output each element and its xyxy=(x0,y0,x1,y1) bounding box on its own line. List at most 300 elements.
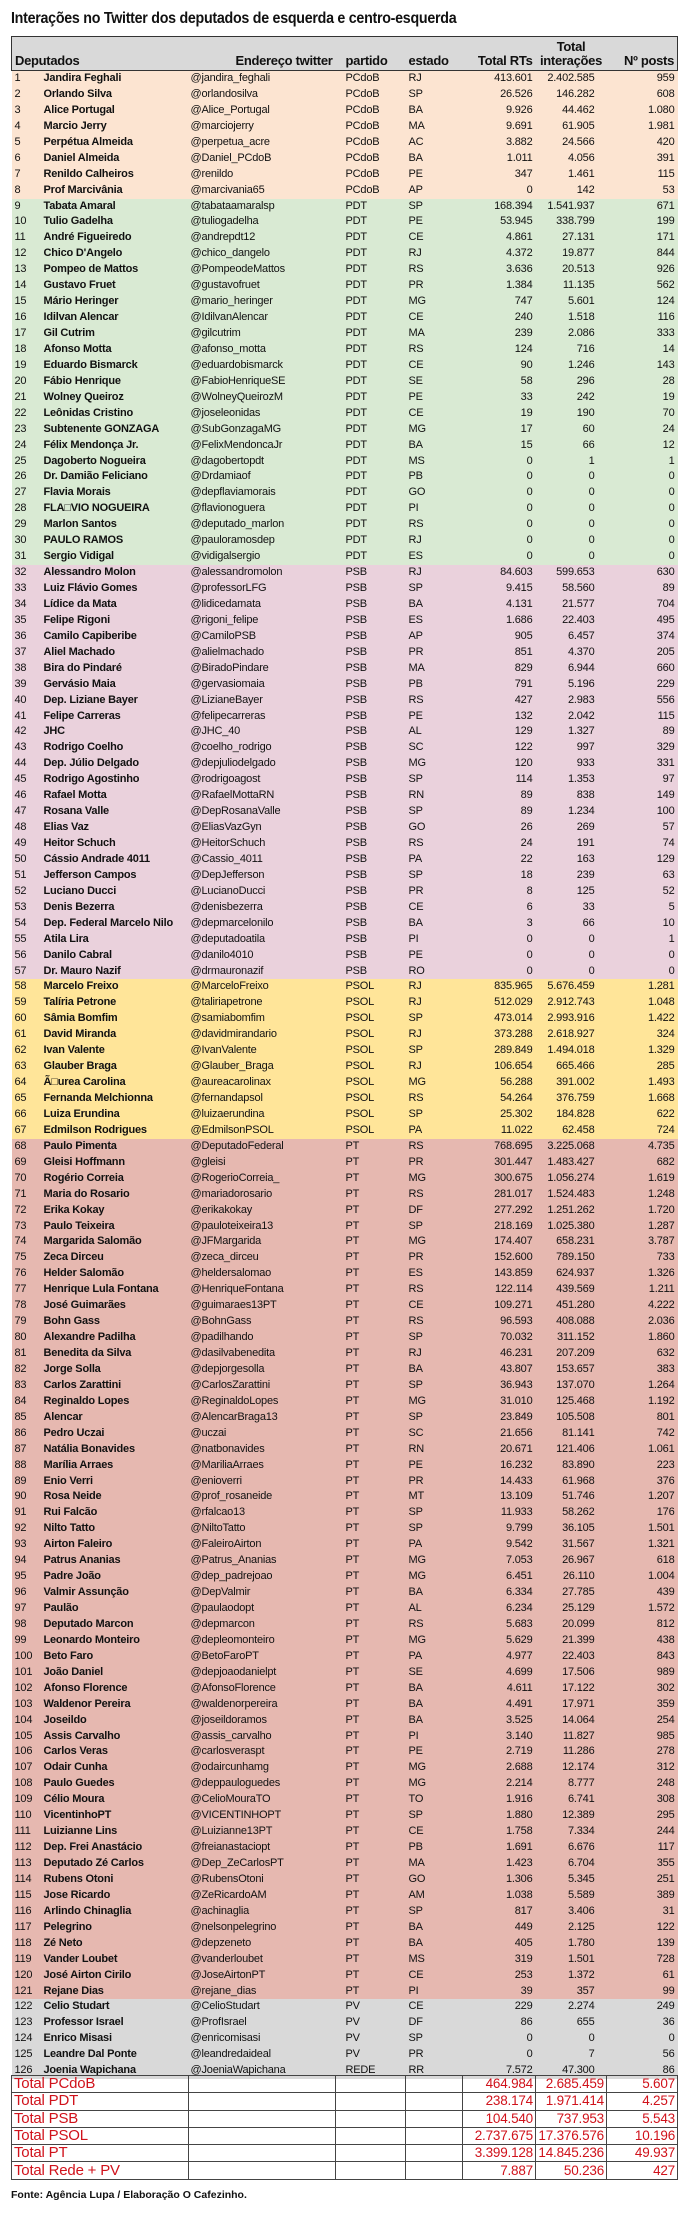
table-row xyxy=(12,342,678,358)
row-number: 9 xyxy=(12,199,41,215)
posts-count: 724 xyxy=(607,1123,678,1139)
state: RR xyxy=(406,2063,463,2079)
twitter-handle: @tuliogadelha xyxy=(189,214,336,230)
totals-row xyxy=(12,2162,678,2179)
deputy-name: Rosana Valle xyxy=(41,804,189,820)
deputy-name: Natália Bonavides xyxy=(41,1442,189,1458)
party: PDT xyxy=(336,310,406,326)
table-row xyxy=(12,661,678,677)
total-interactions: 51.746 xyxy=(536,1489,607,1505)
party: PT xyxy=(336,1617,406,1633)
twitter-handle: @AfonsoFlorence xyxy=(189,1681,336,1697)
table-row xyxy=(12,422,678,438)
party: PDT xyxy=(336,342,406,358)
table-row xyxy=(12,916,678,932)
deputy-name: Joenia Wapichana xyxy=(41,2063,189,2079)
row-number: 115 xyxy=(12,1888,41,1904)
total-interactions: 191 xyxy=(536,836,607,852)
twitter-handle: @gleisi xyxy=(189,1155,336,1171)
party: PT xyxy=(336,1346,406,1362)
posts-count: 5 xyxy=(607,900,678,916)
row-number: 74 xyxy=(12,1234,41,1250)
row-number: 47 xyxy=(12,804,41,820)
empty-cell xyxy=(336,2162,406,2179)
total-rts: 0 xyxy=(463,501,536,517)
posts-count: 985 xyxy=(607,1729,678,1745)
state: SP xyxy=(406,1219,463,1235)
posts-count: 116 xyxy=(607,310,678,326)
twitter-handle: @professorLFG xyxy=(189,581,336,597)
empty-cell xyxy=(189,2127,336,2144)
twitter-handle: @prof_rosaneide xyxy=(189,1489,336,1505)
total-interactions: 789.150 xyxy=(536,1250,607,1266)
state: RJ xyxy=(406,246,463,262)
state: SC xyxy=(406,1426,463,1442)
total-interactions: 11.286 xyxy=(536,1744,607,1760)
total-posts: 10.196 xyxy=(607,2127,678,2144)
state: PA xyxy=(406,1123,463,1139)
party: PT xyxy=(336,1649,406,1665)
posts-count: 562 xyxy=(607,278,678,294)
total-interactions: 0 xyxy=(536,948,607,964)
state: MG xyxy=(406,1776,463,1792)
row-number: 73 xyxy=(12,1219,41,1235)
party: PCdoB xyxy=(336,103,406,119)
total-interactions: 997 xyxy=(536,740,607,756)
total-rts: 22 xyxy=(463,852,536,868)
total-interactions: 665.466 xyxy=(536,1059,607,1075)
deputy-name: José Guimarães xyxy=(41,1298,189,1314)
state: PE xyxy=(406,948,463,964)
posts-count: 61 xyxy=(607,1968,678,1984)
total-interactions: 269 xyxy=(536,820,607,836)
table-row xyxy=(12,709,678,725)
state: DF xyxy=(406,1203,463,1219)
total-interactions: 1 xyxy=(536,454,607,470)
total-label: Total PT xyxy=(12,2145,189,2162)
table-row xyxy=(12,87,678,103)
posts-count: 31 xyxy=(607,1904,678,1920)
posts-count: 74 xyxy=(607,836,678,852)
total-rts: 104.540 xyxy=(463,2110,536,2127)
deputy-name: Celio Studart xyxy=(41,1999,189,2015)
totals-row xyxy=(12,2110,678,2127)
deputy-name: Mário Heringer xyxy=(41,294,189,310)
column-header-rts: Total RTs xyxy=(463,37,536,71)
total-rts: 89 xyxy=(463,788,536,804)
row-number: 99 xyxy=(12,1633,41,1649)
total-interactions: 17.971 xyxy=(536,1697,607,1713)
posts-count: 1.048 xyxy=(607,995,678,1011)
total-rts: 3.636 xyxy=(463,262,536,278)
total-rts: 4.491 xyxy=(463,1697,536,1713)
party: PDT xyxy=(336,549,406,565)
posts-count: 1.248 xyxy=(607,1187,678,1203)
row-number: 27 xyxy=(12,485,41,501)
state: SP xyxy=(406,2031,463,2047)
table-row xyxy=(12,1489,678,1505)
state: RS xyxy=(406,342,463,358)
posts-count: 355 xyxy=(607,1856,678,1872)
total-interactions: 66 xyxy=(536,438,607,454)
state: CE xyxy=(406,358,463,374)
party: PSOL xyxy=(336,1107,406,1123)
twitter-handle: @FabioHenriqueSE xyxy=(189,374,336,390)
total-rts: 9.691 xyxy=(463,119,536,135)
posts-count: 0 xyxy=(607,501,678,517)
total-interactions: 1.501 xyxy=(536,1952,607,1968)
deputy-name: Padre João xyxy=(41,1569,189,1585)
total-rts: 0 xyxy=(463,2031,536,2047)
total-interactions: 2.086 xyxy=(536,326,607,342)
state: RN xyxy=(406,1442,463,1458)
total-rts: 54.264 xyxy=(463,1091,536,1107)
party: PT xyxy=(336,1601,406,1617)
total-interactions: 0 xyxy=(536,485,607,501)
twitter-handle: @rejane_dias xyxy=(189,1984,336,2000)
state: PE xyxy=(406,167,463,183)
party: PT xyxy=(336,1282,406,1298)
row-number: 16 xyxy=(12,310,41,326)
deputy-name: Marcelo Freixo xyxy=(41,979,189,995)
deputy-name: Célio Moura xyxy=(41,1792,189,1808)
total-interactions: 5.196 xyxy=(536,677,607,693)
total-interactions: 5.589 xyxy=(536,1888,607,1904)
posts-count: 10 xyxy=(607,916,678,932)
table-row xyxy=(12,1968,678,1984)
table-row xyxy=(12,565,678,581)
deputy-name: Dagoberto Nogueira xyxy=(41,454,189,470)
total-rts: 239 xyxy=(463,326,536,342)
twitter-handle: @DepJefferson xyxy=(189,868,336,884)
table-row xyxy=(12,1155,678,1171)
total-rts: 5.683 xyxy=(463,1617,536,1633)
total-rts: 4.611 xyxy=(463,1681,536,1697)
twitter-handle: @DeputadoFederal xyxy=(189,1139,336,1155)
table-row xyxy=(12,1729,678,1745)
total-interactions: 0 xyxy=(536,501,607,517)
column-header-posts: Nº posts xyxy=(607,37,678,71)
total-rts: 1.038 xyxy=(463,1888,536,1904)
state: SP xyxy=(406,804,463,820)
total-rts: 229 xyxy=(463,1999,536,2015)
deputy-name: Alessandro Molon xyxy=(41,565,189,581)
deputy-name: Joseildo xyxy=(41,1713,189,1729)
party: PT xyxy=(336,1187,406,1203)
party: PSB xyxy=(336,613,406,629)
posts-count: 0 xyxy=(607,469,678,485)
state: MS xyxy=(406,1952,463,1968)
deputy-name: Fábio Henrique xyxy=(41,374,189,390)
total-interactions: 451.280 xyxy=(536,1298,607,1314)
state: GO xyxy=(406,485,463,501)
twitter-handle: @PompeodeMattos xyxy=(189,262,336,278)
row-number: 98 xyxy=(12,1617,41,1633)
table-row xyxy=(12,246,678,262)
table-row xyxy=(12,852,678,868)
deputy-name: Alice Portugal xyxy=(41,103,189,119)
twitter-handle: @BohnGass xyxy=(189,1314,336,1330)
row-number: 4 xyxy=(12,119,41,135)
posts-count: 1.720 xyxy=(607,1203,678,1219)
row-number: 51 xyxy=(12,868,41,884)
row-number: 126 xyxy=(12,2063,41,2079)
row-number: 33 xyxy=(12,581,41,597)
total-interactions: 20.513 xyxy=(536,262,607,278)
twitter-handle: @waldenorpereira xyxy=(189,1697,336,1713)
deputy-name: Dep. Júlio Delgado xyxy=(41,756,189,772)
state: SP xyxy=(406,199,463,215)
total-rts: 1.691 xyxy=(463,1840,536,1856)
row-number: 24 xyxy=(12,438,41,454)
row-number: 20 xyxy=(12,374,41,390)
state: CE xyxy=(406,1999,463,2015)
twitter-handle: @tabataamaralsp xyxy=(189,199,336,215)
deputy-name: Félix Mendonça Jr. xyxy=(41,438,189,454)
deputy-name: Jorge Solla xyxy=(41,1362,189,1378)
table-row xyxy=(12,151,678,167)
table-row xyxy=(12,517,678,533)
row-number: 85 xyxy=(12,1410,41,1426)
total-interactions: 61.905 xyxy=(536,119,607,135)
row-number: 101 xyxy=(12,1665,41,1681)
row-number: 67 xyxy=(12,1123,41,1139)
state: BA xyxy=(406,151,463,167)
state: MG xyxy=(406,294,463,310)
table-row xyxy=(12,2031,678,2047)
deputy-name: Ã□urea Carolina xyxy=(41,1075,189,1091)
total-rts: 152.600 xyxy=(463,1250,536,1266)
state: PR xyxy=(406,2047,463,2063)
party: PT xyxy=(336,1920,406,1936)
deputy-name: Tabata Amaral xyxy=(41,199,189,215)
party: PSOL xyxy=(336,979,406,995)
table-row xyxy=(12,1904,678,1920)
total-interactions: 2.125 xyxy=(536,1920,607,1936)
deputy-name: Luiza Erundina xyxy=(41,1107,189,1123)
total-interactions: 1.780 xyxy=(536,1936,607,1952)
deputy-name: Rodrigo Coelho xyxy=(41,740,189,756)
table-row xyxy=(12,2015,678,2031)
posts-count: 391 xyxy=(607,151,678,167)
state: PA xyxy=(406,852,463,868)
total-rts: 238.174 xyxy=(463,2093,536,2110)
twitter-handle: @JoseAirtonPT xyxy=(189,1968,336,1984)
party: PT xyxy=(336,1760,406,1776)
deputy-name: Rosa Neide xyxy=(41,1489,189,1505)
posts-count: 129 xyxy=(607,852,678,868)
row-number: 116 xyxy=(12,1904,41,1920)
total-interactions: 0 xyxy=(536,932,607,948)
table-row xyxy=(12,1043,678,1059)
posts-count: 728 xyxy=(607,1952,678,1968)
total-interactions: 2.685.459 xyxy=(536,2076,607,2093)
row-number: 31 xyxy=(12,549,41,565)
total-interactions: 125.468 xyxy=(536,1394,607,1410)
deputy-name: Dr. Damião Feliciano xyxy=(41,469,189,485)
twitter-handle: @mario_heringer xyxy=(189,294,336,310)
total-rts: 464.984 xyxy=(463,2076,536,2093)
table-row xyxy=(12,1999,678,2015)
deputy-name: Maria do Rosario xyxy=(41,1187,189,1203)
twitter-handle: @luizaerundina xyxy=(189,1107,336,1123)
total-rts: 427 xyxy=(463,693,536,709)
total-rts: 0 xyxy=(463,2047,536,2063)
party: PT xyxy=(336,1808,406,1824)
total-rts: 851 xyxy=(463,645,536,661)
deputy-name: Talíria Petrone xyxy=(41,995,189,1011)
posts-count: 1 xyxy=(607,932,678,948)
table-row xyxy=(12,1203,678,1219)
total-rts: 1.758 xyxy=(463,1824,536,1840)
row-number: 91 xyxy=(12,1505,41,1521)
row-number: 59 xyxy=(12,995,41,1011)
row-number: 2 xyxy=(12,87,41,103)
column-header-interacoes-line1: Total xyxy=(556,39,586,54)
deputy-name: João Daniel xyxy=(41,1665,189,1681)
deputy-name: Carlos Zarattini xyxy=(41,1378,189,1394)
posts-count: 312 xyxy=(607,1760,678,1776)
row-number: 52 xyxy=(12,884,41,900)
deputy-name: Felipe Carreras xyxy=(41,709,189,725)
row-number: 84 xyxy=(12,1394,41,1410)
posts-count: 223 xyxy=(607,1458,678,1474)
deputy-name: Atila Lira xyxy=(41,932,189,948)
party: PSOL xyxy=(336,1027,406,1043)
state: MG xyxy=(406,1171,463,1187)
table-row xyxy=(12,1888,678,1904)
twitter-handle: @aureacarolinax xyxy=(189,1075,336,1091)
total-rts: 11.022 xyxy=(463,1123,536,1139)
twitter-handle: @zeca_dirceu xyxy=(189,1250,336,1266)
party: PCdoB xyxy=(336,151,406,167)
posts-count: 671 xyxy=(607,199,678,215)
state: RJ xyxy=(406,1346,463,1362)
total-rts: 512.029 xyxy=(463,995,536,1011)
total-rts: 4.372 xyxy=(463,246,536,262)
total-interactions: 2.618.927 xyxy=(536,1027,607,1043)
total-interactions: 11.827 xyxy=(536,1729,607,1745)
posts-count: 1.004 xyxy=(607,1569,678,1585)
state: MA xyxy=(406,119,463,135)
posts-count: 1.572 xyxy=(607,1601,678,1617)
party: PT xyxy=(336,1840,406,1856)
row-number: 124 xyxy=(12,2031,41,2047)
twitter-handle: @pauloramosdep xyxy=(189,533,336,549)
state: PB xyxy=(406,1840,463,1856)
row-number: 6 xyxy=(12,151,41,167)
posts-count: 608 xyxy=(607,87,678,103)
total-rts: 0 xyxy=(463,549,536,565)
posts-count: 383 xyxy=(607,1362,678,1378)
posts-count: 1.321 xyxy=(607,1537,678,1553)
party: PCdoB xyxy=(336,87,406,103)
row-number: 53 xyxy=(12,900,41,916)
total-rts: 4.131 xyxy=(463,597,536,613)
deputy-name: Professor Israel xyxy=(41,2015,189,2031)
deputy-name: Zé Neto xyxy=(41,1936,189,1952)
twitter-handle: @NiltoTatto xyxy=(189,1521,336,1537)
deputy-name: Luiz Flávio Gomes xyxy=(41,581,189,597)
total-interactions: 190 xyxy=(536,406,607,422)
table-row xyxy=(12,629,678,645)
row-number: 8 xyxy=(12,183,41,199)
total-rts: 253 xyxy=(463,1968,536,1984)
twitter-handle: @DepValmir xyxy=(189,1585,336,1601)
party: PV xyxy=(336,2047,406,2063)
row-number: 109 xyxy=(12,1792,41,1808)
table-row xyxy=(12,469,678,485)
total-rts: 14.433 xyxy=(463,1474,536,1490)
twitter-handle: @alessandromolon xyxy=(189,565,336,581)
state: ES xyxy=(406,613,463,629)
deputy-name: Rejane Dias xyxy=(41,1984,189,2000)
row-number: 89 xyxy=(12,1474,41,1490)
row-number: 37 xyxy=(12,645,41,661)
party: PSB xyxy=(336,788,406,804)
total-rts: 33 xyxy=(463,390,536,406)
state: RS xyxy=(406,693,463,709)
table-row xyxy=(12,1713,678,1729)
deputy-name: Leônidas Cristino xyxy=(41,406,189,422)
posts-count: 117 xyxy=(607,1840,678,1856)
totals-table xyxy=(11,2075,678,2180)
total-interactions: 17.506 xyxy=(536,1665,607,1681)
total-interactions: 26.967 xyxy=(536,1553,607,1569)
party: PT xyxy=(336,1968,406,1984)
twitter-handle: @dasilvabenedita xyxy=(189,1346,336,1362)
party: PT xyxy=(336,1426,406,1442)
total-rts: 13.109 xyxy=(463,1489,536,1505)
empty-cell xyxy=(189,2162,336,2179)
deputy-name: Zeca Dirceu xyxy=(41,1250,189,1266)
party: PSB xyxy=(336,884,406,900)
state: SE xyxy=(406,374,463,390)
twitter-handle: @IdilvanAlencar xyxy=(189,310,336,326)
twitter-handle: @fernandapsol xyxy=(189,1091,336,1107)
total-interactions: 25.129 xyxy=(536,1601,607,1617)
deputy-name: Eduardo Bismarck xyxy=(41,358,189,374)
party: PDT xyxy=(336,454,406,470)
posts-count: 0 xyxy=(607,549,678,565)
total-rts: 281.017 xyxy=(463,1187,536,1203)
row-number: 95 xyxy=(12,1569,41,1585)
posts-count: 439 xyxy=(607,1585,678,1601)
total-interactions: 36.105 xyxy=(536,1521,607,1537)
state: GO xyxy=(406,820,463,836)
party: PT xyxy=(336,1394,406,1410)
total-rts: 16.232 xyxy=(463,1458,536,1474)
posts-count: 99 xyxy=(607,1984,678,2000)
table-row xyxy=(12,103,678,119)
total-interactions: 338.799 xyxy=(536,214,607,230)
table-row xyxy=(12,1091,678,1107)
deputy-name: José Airton Cirilo xyxy=(41,1968,189,1984)
table-row xyxy=(12,1872,678,1888)
party: PSB xyxy=(336,565,406,581)
deputy-name: Bohn Gass xyxy=(41,1314,189,1330)
deputy-name: Heitor Schuch xyxy=(41,836,189,852)
party: PDT xyxy=(336,406,406,422)
deputy-name: Sergio Vidigal xyxy=(41,549,189,565)
total-interactions: 0 xyxy=(536,2031,607,2047)
total-rts: 829 xyxy=(463,661,536,677)
posts-count: 1.287 xyxy=(607,1219,678,1235)
row-number: 121 xyxy=(12,1984,41,2000)
posts-count: 1.080 xyxy=(607,103,678,119)
posts-count: 248 xyxy=(607,1776,678,1792)
total-rts: 0 xyxy=(463,183,536,199)
